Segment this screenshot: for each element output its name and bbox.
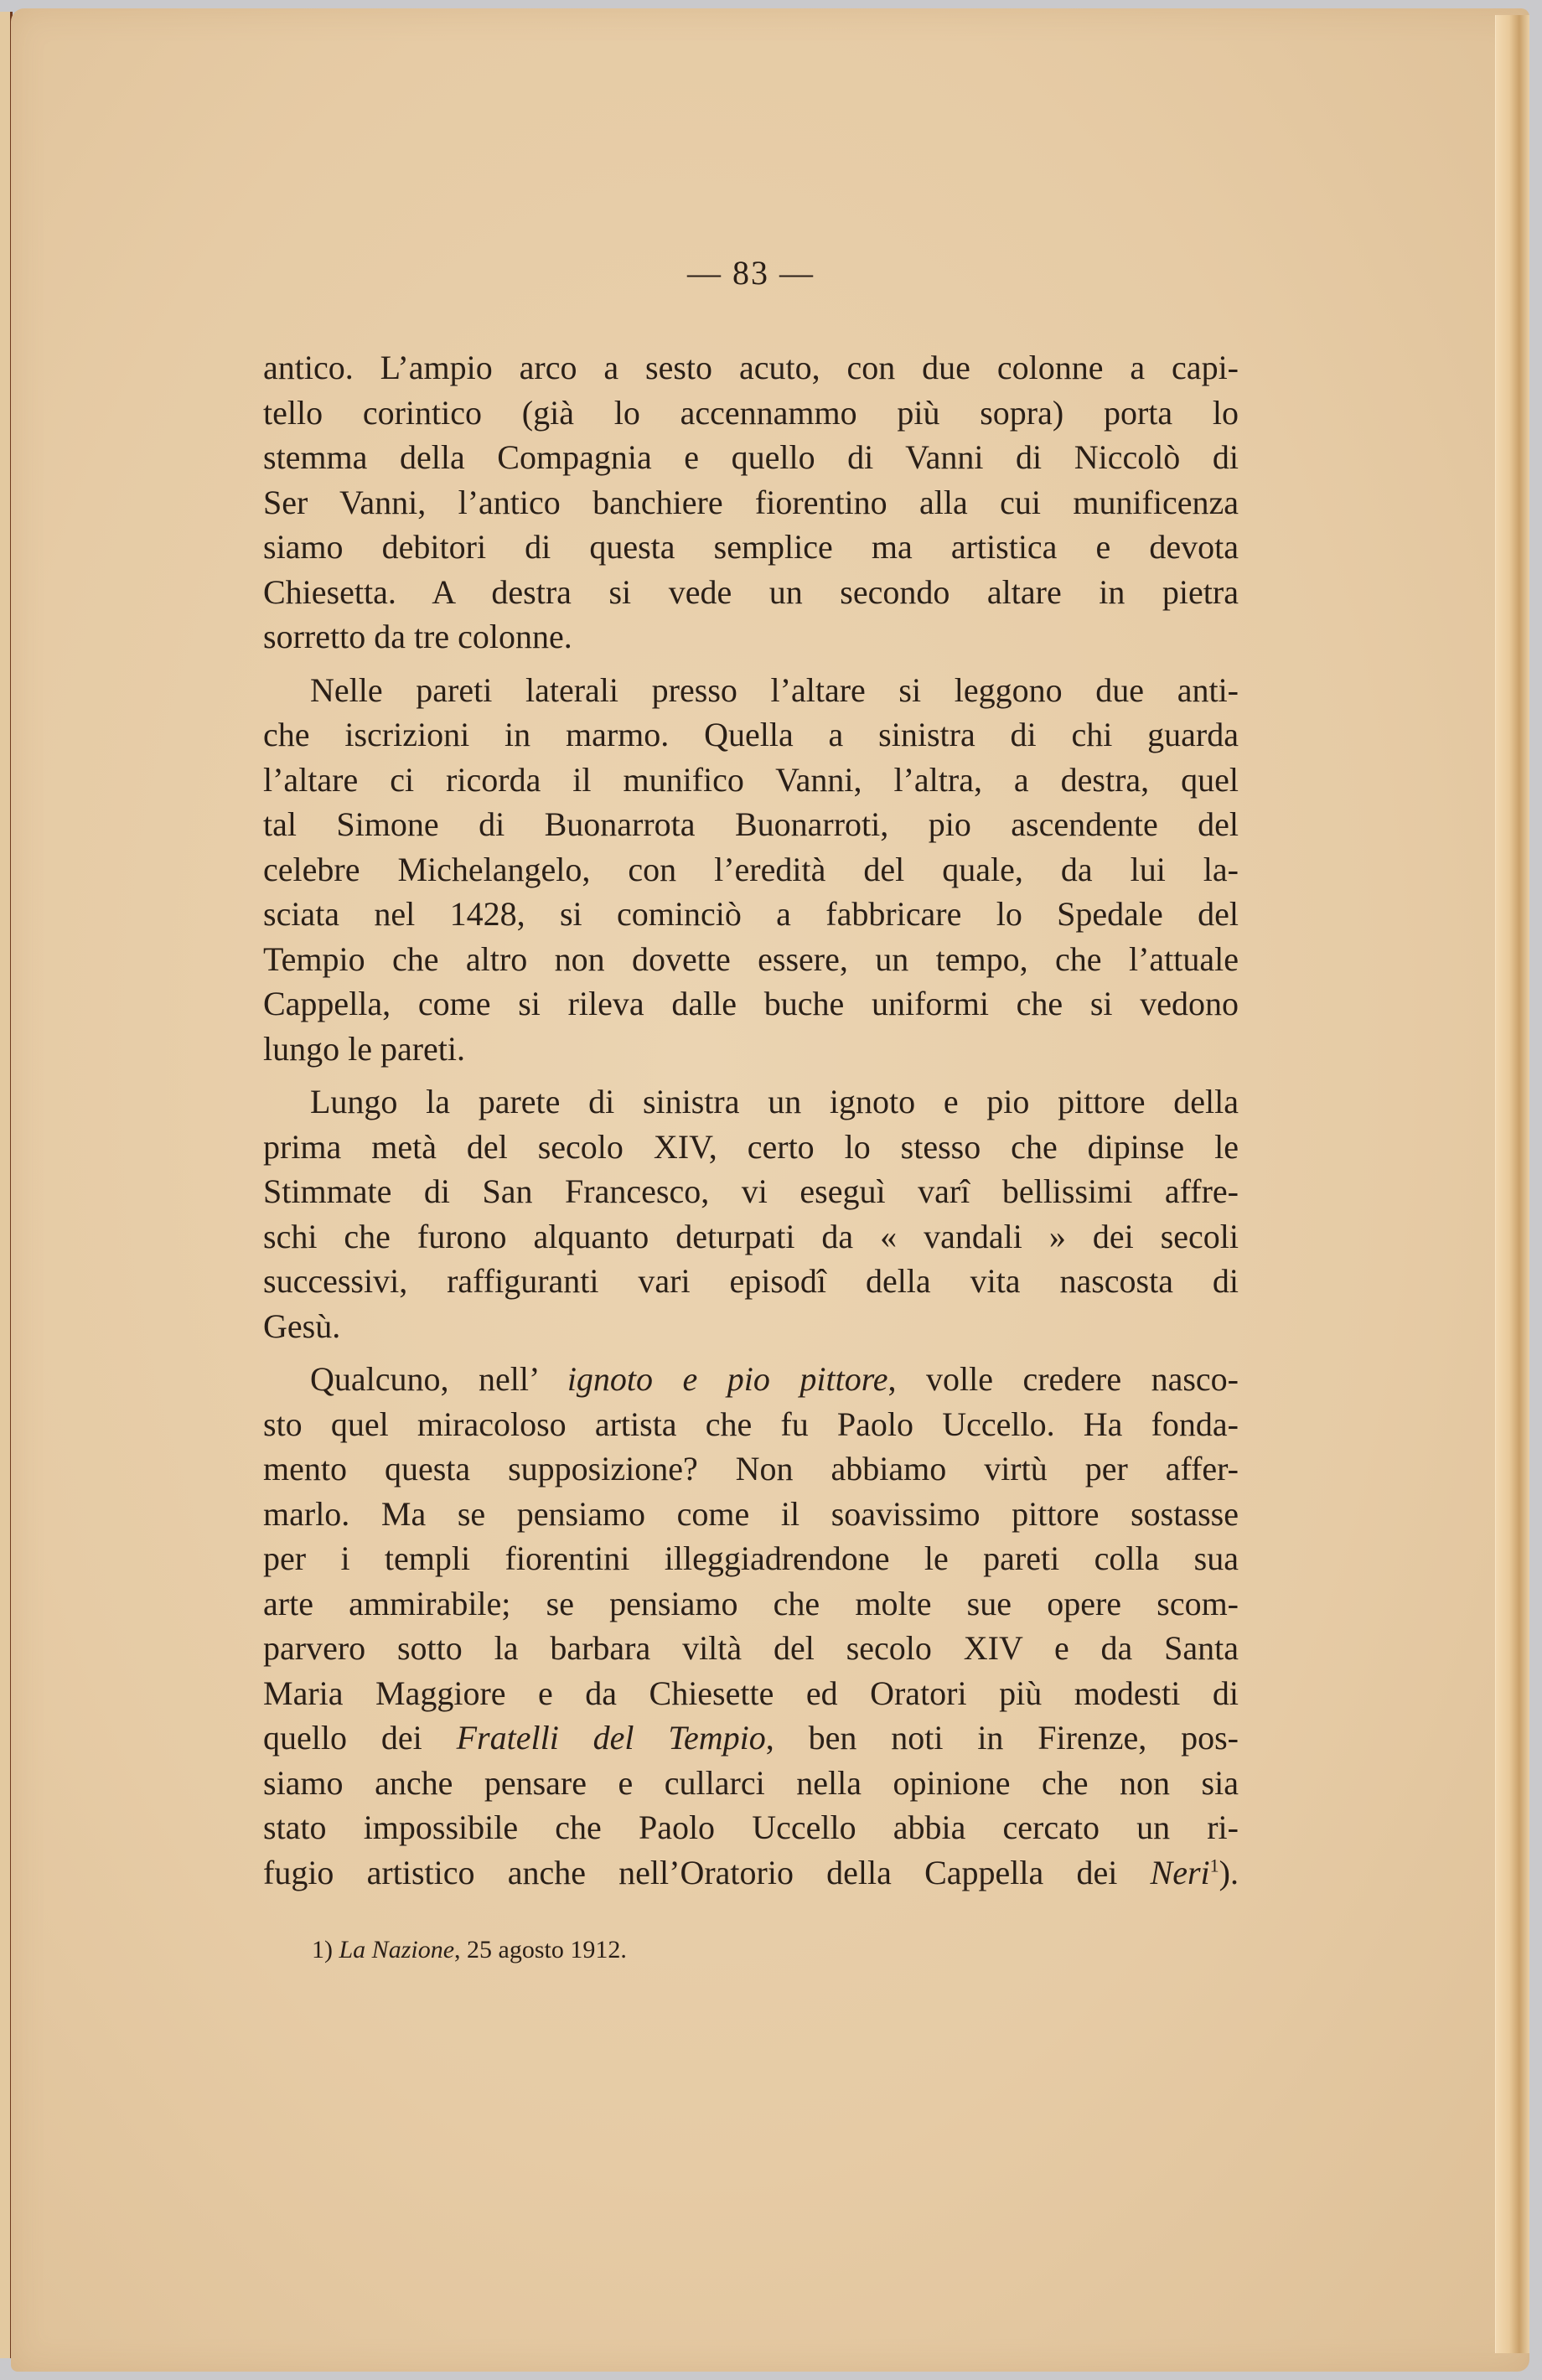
text-line: tal Simone di Buonarrota Buonarroti, pio ascendente del xyxy=(263,805,1239,843)
text-line: sciata nel 1428, si cominciò a fabbricare lo Spedale del xyxy=(263,895,1239,933)
text-line: prima metà del secolo XIV, certo lo stesso che dipinse le xyxy=(263,1127,1239,1166)
page-fore-edge xyxy=(1495,15,1529,2353)
text-line: sto quel miracoloso artista che fu Paolo Uccello. Ha fonda- xyxy=(263,1405,1239,1443)
text-line: Ser Vanni, l’antico banchiere fiorentino alla cui munificenza xyxy=(263,483,1239,521)
text-line xyxy=(263,1715,1239,1761)
italic-phrase: Fratelli del Tempio xyxy=(456,1719,766,1757)
text-line: lungo le pareti. xyxy=(263,1029,466,1068)
page-number: — 83 — xyxy=(687,254,815,292)
text-line: Lungo la parete di sinistra un ignoto e pio pittore della xyxy=(310,1083,1239,1120)
paragraph-2 xyxy=(263,668,1239,1072)
text-run: quello dei xyxy=(263,1719,457,1757)
page-body xyxy=(263,251,1239,1903)
footnote-source: La Nazione xyxy=(339,1936,455,1964)
text-run: , volle credere nasco- xyxy=(887,1360,1239,1398)
footnote-marker: 1) xyxy=(312,1936,333,1964)
text-line: arte ammirabile; se pensiamo che molte sue opere scom- xyxy=(263,1584,1239,1622)
text-line: Nelle pareti laterali presso l’altare si leggono due anti- xyxy=(310,670,1239,709)
paragraph-1 xyxy=(263,345,1239,660)
text-line: successivi, raffiguranti vari episodî della vita nascosta di xyxy=(263,1262,1239,1300)
text-line: l’altare ci ricorda il munifico Vanni, l’altra, a destra, quel xyxy=(263,760,1239,799)
text-line: sorretto da tre colonne. xyxy=(263,618,572,655)
text-line: stato impossibile che Paolo Uccello abbia cercato un ri- xyxy=(263,1808,1239,1846)
text-line: Chiesetta. A destra si vede un secondo altare in pietra xyxy=(263,572,1239,611)
text-line: siamo debitori di questa semplice ma artistica e devota xyxy=(263,528,1239,566)
text-run: , ben noti in Firenze, pos- xyxy=(765,1719,1239,1757)
text-line: tello corintico (già lo accennammo più sopra) porta lo xyxy=(263,393,1239,432)
text-line: Cappella, come si rileva dalle buche uniformi che si vedono xyxy=(263,985,1239,1022)
text-line: parvero sotto la barbara viltà del secolo XIV e da Santa xyxy=(263,1629,1239,1667)
footnote-text: , 25 agosto 1912. xyxy=(454,1936,627,1964)
text-line: Tempio che altro non dovette essere, un tempo, che l’attuale xyxy=(263,939,1239,978)
text-run: fugio artistico anche nell’Oratorio della Cappella dei xyxy=(263,1853,1151,1891)
text-line: celebre Michelangelo, con l’eredità del quale, da lui la- xyxy=(263,850,1239,888)
text-line: marlo. Ma se pensiamo come il soavissimo pittore sostasse xyxy=(263,1494,1239,1533)
italic-phrase: ignoto e pio pittore xyxy=(567,1360,888,1398)
text-line: per i templi fiorentini illeggiadrendone le pareti colla sua xyxy=(263,1539,1239,1577)
text-line: siamo anche pensare e cullarci nella opinione che non sia xyxy=(263,1763,1239,1802)
paragraph-3 xyxy=(263,1079,1239,1348)
italic-phrase: Neri xyxy=(1150,1853,1210,1891)
text-line: che iscrizioni in marmo. Quella a sinistra di chi guarda xyxy=(263,716,1239,753)
text-line: antico. L’ampio arco a sesto acuto, con due colonne a capi- xyxy=(263,349,1239,386)
text-line: Gesù. xyxy=(263,1306,341,1345)
text-line: mento questa supposizione? Non abbiamo virtù per affer- xyxy=(263,1450,1239,1488)
footnote xyxy=(312,1936,627,1964)
text-line: Stimmate di San Francesco, vi eseguì varî bellissimi affre- xyxy=(263,1172,1239,1210)
text-line xyxy=(263,1357,1239,1402)
footnote-ref[interactable]: 1 xyxy=(1209,1855,1219,1876)
text-line: schi che furono alquanto deturpati da « vandali » dei secoli xyxy=(263,1217,1239,1255)
text-run: ). xyxy=(1219,1853,1239,1891)
text-run: Qualcuno, nell’ xyxy=(310,1360,567,1398)
paragraph-4 xyxy=(263,1357,1239,1895)
text-line: stemma della Compagnia e quello di Vanni di Niccolò di xyxy=(263,438,1239,476)
text-line: Maria Maggiore e da Chiesette ed Oratori più modesti di xyxy=(263,1674,1239,1712)
text-line xyxy=(263,1850,1239,1896)
